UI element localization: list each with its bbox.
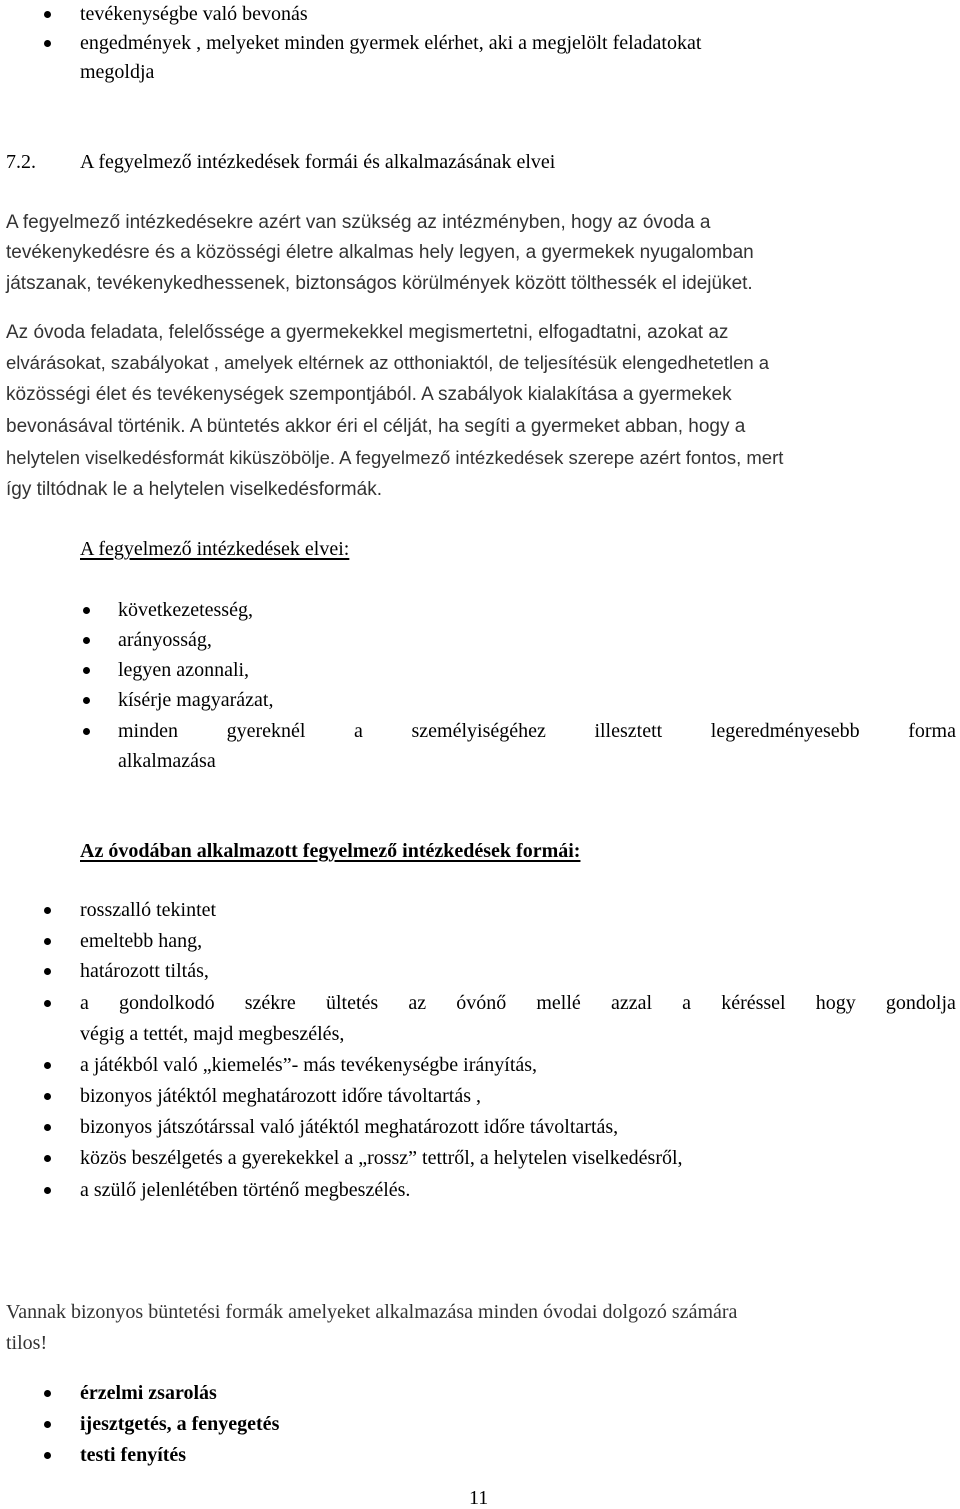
word: gondolja: [885, 992, 956, 1014]
bullet: [83, 607, 90, 614]
bullet: [44, 1155, 51, 1162]
forms-heading: Az óvodában alkalmazott fegyelmező intézkedések formái:: [80, 840, 581, 862]
word: forma: [908, 720, 956, 742]
paragraph-line: Az óvoda feladata, felelőssége a gyermekekkel megismertetni, elfogadtatni, azokat az: [6, 322, 729, 343]
bullet: [83, 697, 90, 704]
paragraph-line: helytelen viselkedésformát kiküszöbölje. A fegyelmező intézkedések szerepe azért fontos, mert: [6, 447, 784, 468]
list-item-continuation: alkalmazása: [118, 750, 216, 772]
list-item: engedmények , melyeket minden gyermek elérhet, aki a megjelölt feladatokat: [80, 32, 702, 54]
bullet: [44, 1452, 51, 1459]
paragraph-line: [6, 213, 956, 232]
bullet: [44, 1000, 51, 1007]
paragraph-line: játszanak, tevékenykedhessenek, biztonságos körülmények között tölthessék el idejüket.: [6, 273, 753, 294]
list-item: testi fenyítés: [80, 1444, 187, 1466]
word: személyiségéhez: [411, 720, 546, 742]
list-item: tevékenységbe való bevonás: [80, 3, 308, 25]
section-number: 7.2.: [6, 151, 36, 173]
bullet: [44, 1187, 51, 1194]
word: székre: [244, 992, 296, 1014]
list-item: határozott tiltás,: [80, 960, 209, 982]
list-item: a játékból való „kiemelés”- más tevékenységbe irányítás,: [80, 1054, 538, 1076]
text: A fegyelmező intézkedésekre azért van szükség az intézményben, hogy az óvoda a: [6, 212, 711, 233]
bullet: [44, 1093, 51, 1100]
word: a: [354, 720, 363, 742]
bullet: [44, 40, 51, 47]
paragraph-line: elvárásokat, szabályokat , amelyek eltérnek az otthoniaktól, de teljesítésük elengedhetetlen a: [6, 352, 770, 373]
paragraph-line: közösségi élet és tevékenységek szempontjából. A szabályok kialakítása a gyermekek: [6, 384, 732, 405]
list-item: emeltebb hang,: [80, 930, 203, 952]
list-item: legyen azonnali,: [118, 659, 250, 681]
word: minden: [118, 720, 178, 742]
bullet: [44, 938, 51, 945]
bullet: [44, 1062, 51, 1069]
bullet: [83, 728, 90, 735]
list-item: a szülő jelenlétében történő megbeszélés.: [80, 1179, 411, 1201]
list-item-continuation: végig a tettét, majd megbeszélés,: [80, 1023, 345, 1045]
word: gondolkodó: [119, 992, 215, 1014]
list-item-continuation: megoldja: [80, 61, 155, 83]
principles-heading: A fegyelmező intézkedések elvei:: [80, 538, 350, 560]
word: a: [80, 992, 89, 1014]
bullet: [44, 968, 51, 975]
word: a: [682, 992, 692, 1014]
bullet: [44, 907, 51, 914]
word: legeredményesebb: [710, 720, 860, 742]
paragraph-line: Vannak bizonyos büntetési formák amelyeket alkalmazása minden óvodai dolgozó számára: [6, 1301, 738, 1323]
list-item: következetesség,: [118, 599, 253, 621]
list-item: érzelmi zsarolás: [80, 1382, 217, 1404]
bullet: [83, 667, 90, 674]
list-item: kísérje magyarázat,: [118, 689, 274, 711]
bullet: [44, 11, 51, 18]
word: gyereknél: [226, 720, 306, 742]
word: kéréssel: [721, 992, 786, 1014]
list-item: rosszalló tekintet: [80, 899, 217, 921]
section-title: A fegyelmező intézkedések formái és alkalmazásának elvei: [80, 151, 556, 173]
bullet: [44, 1390, 51, 1397]
paragraph-line: bevonásával történik. A büntetés akkor éri el célját, ha segíti a gyermeket abban, hogy a: [6, 416, 746, 437]
paragraph-line: tevékenykedésre és a közösségi életre alkalmas hely legyen, a gyermekek nyugalomban: [6, 242, 754, 263]
page-number: 11: [469, 1487, 489, 1509]
list-item: ijesztgetés, a fenyegetés: [80, 1413, 280, 1435]
list-item-justified: [118, 721, 956, 741]
word: illesztett: [594, 720, 663, 742]
paragraph-line: tilos!: [6, 1332, 48, 1354]
word: óvónő: [456, 992, 507, 1014]
list-item-justified: [80, 993, 956, 1013]
bullet: [83, 637, 90, 644]
bullet: [44, 1421, 51, 1428]
list-item: bizonyos játéktól meghatározott időre távoltartás ,: [80, 1085, 481, 1107]
paragraph-line: így tiltódnak le a helytelen viselkedésformák.: [6, 479, 382, 500]
list-item: bizonyos játszótárssal való játéktól meghatározott időre távoltartás,: [80, 1116, 619, 1138]
word: ültetés: [325, 992, 379, 1014]
word: hogy: [815, 992, 856, 1014]
list-item: arányosság,: [118, 629, 212, 651]
list-item: közös beszélgetés a gyerekekkel a „rossz” tettről, a helytelen viselkedésről,: [80, 1147, 683, 1169]
bullet: [44, 1124, 51, 1131]
word: azzal: [610, 992, 653, 1014]
word: mellé: [536, 992, 581, 1014]
word: az: [408, 992, 427, 1014]
